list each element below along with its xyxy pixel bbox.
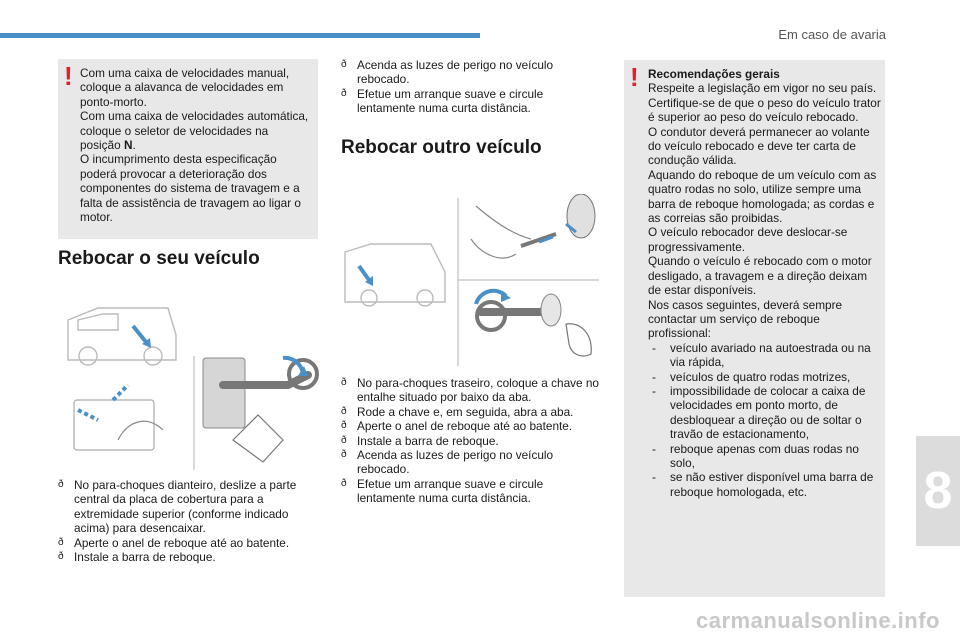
- warning-icon: !: [630, 62, 639, 92]
- list-item: ð Efetue um arranque suave e circule lentamente numa curta distância.: [341, 87, 596, 116]
- warning-icon: !: [64, 61, 73, 91]
- warning-text: Recomendações gerais Respeite a legislação em vigor no seu país. Certifique-se de que o peso do veículo trator é superior ao peso do veículo rebocado. O condutor deverá permanecer ao volante do veículo rebocado e deve ter carta de condução válida. Aquando do reboque de um veículo com as quatro rodas no solo, utilize sempre uma barra de reboque homologada; as cordas e as correias são proibidas. O veículo rebocador deve deslocar-se progressivamente. Quando o veículo é rebocado com o motor desligado, a travagem e a direção deixam de estar disponíveis. Nos casos seguintes, deverá sempre contactar um serviço de reboque profissional: - veículo avariado na autoestrada ou na via rápida, - veículos de quatro rodas motrizes, - impossibilidade de colocar a caixa de velocidades em ponto morto, de desbloquear a direção ou de soltar o travão de estacionamento, - reboque apenas com duas rodas no solo, - se não estiver disponível uma barra de reboque homologada, etc.: [648, 67, 881, 499]
- list-item: ð No para-choques dianteiro, deslize a parte central da placa de cobertura para a extremidade superior (conforme indicado acima) para desencaixar.: [58, 478, 318, 536]
- list-item: ð Rode a chave e, em seguida, abra a aba.: [341, 405, 603, 419]
- chapter-tab: [916, 436, 960, 546]
- chapter-title: Em caso de avaria: [778, 27, 886, 42]
- list-item: - veículo avariado na autoestrada ou na via rápida,: [648, 341, 881, 370]
- list-item: ð Instale a barra de reboque.: [341, 434, 603, 448]
- watermark: carmanualsonline.info: [696, 608, 940, 633]
- list-item: ð Acenda as luzes de perigo no veículo rebocado.: [341, 448, 603, 477]
- list-item: ð Aperte o anel de reboque até ao batente.: [341, 419, 603, 433]
- warning-title: Recomendações gerais: [648, 67, 780, 81]
- tow-other-steps: [341, 376, 603, 506]
- list-item: ð Instale a barra de reboque.: [58, 550, 318, 564]
- list-item: ð Efetue um arranque suave e circule lentamente numa curta distância.: [341, 477, 603, 506]
- list-item: ð Acenda as luzes de perigo no veículo rebocado.: [341, 58, 596, 87]
- hazard-steps: [341, 58, 596, 116]
- section-title-tow-other: Rebocar outro veículo: [341, 137, 542, 158]
- list-item: ð No para-choques traseiro, coloque a chave no entalhe situado por baixo da aba.: [341, 376, 603, 405]
- list-item: - impossibilidade de colocar a caixa de velocidades em ponto morto, de desbloquear a direção ou de soltar o travão de estacionamento,: [648, 384, 881, 442]
- towing-cases-list: [648, 341, 881, 499]
- list-item: ð Aperte o anel de reboque até ao batente.: [58, 536, 318, 550]
- warning-box-gear: [58, 59, 318, 239]
- warning-text: Com uma caixa de velocidades manual, coloque a alavanca de velocidades em ponto-morto. Com uma caixa de velocidades automática, coloque o seletor de velocidades na posição N. O incumprimento desta especificação poderá provocar a deterioração dos componentes do sistema de travagem e a falta de assistência de travagem ao ligar o motor.: [80, 66, 309, 225]
- chapter-number: 8: [923, 462, 953, 520]
- section-title-tow-own: Rebocar o seu veículo: [58, 248, 260, 269]
- tow-own-steps: [58, 478, 318, 564]
- header-accent-bar: [0, 33, 480, 38]
- list-item: - reboque apenas com duas rodas no solo,: [648, 442, 881, 471]
- list-item: - veículos de quatro rodas motrizes,: [648, 370, 881, 384]
- rear-towing-illustration: [341, 194, 603, 370]
- list-item: - se não estiver disponível uma barra de reboque homologada, etc.: [648, 470, 881, 499]
- front-towing-illustration: [58, 290, 320, 470]
- warning-box-general: [624, 60, 885, 597]
